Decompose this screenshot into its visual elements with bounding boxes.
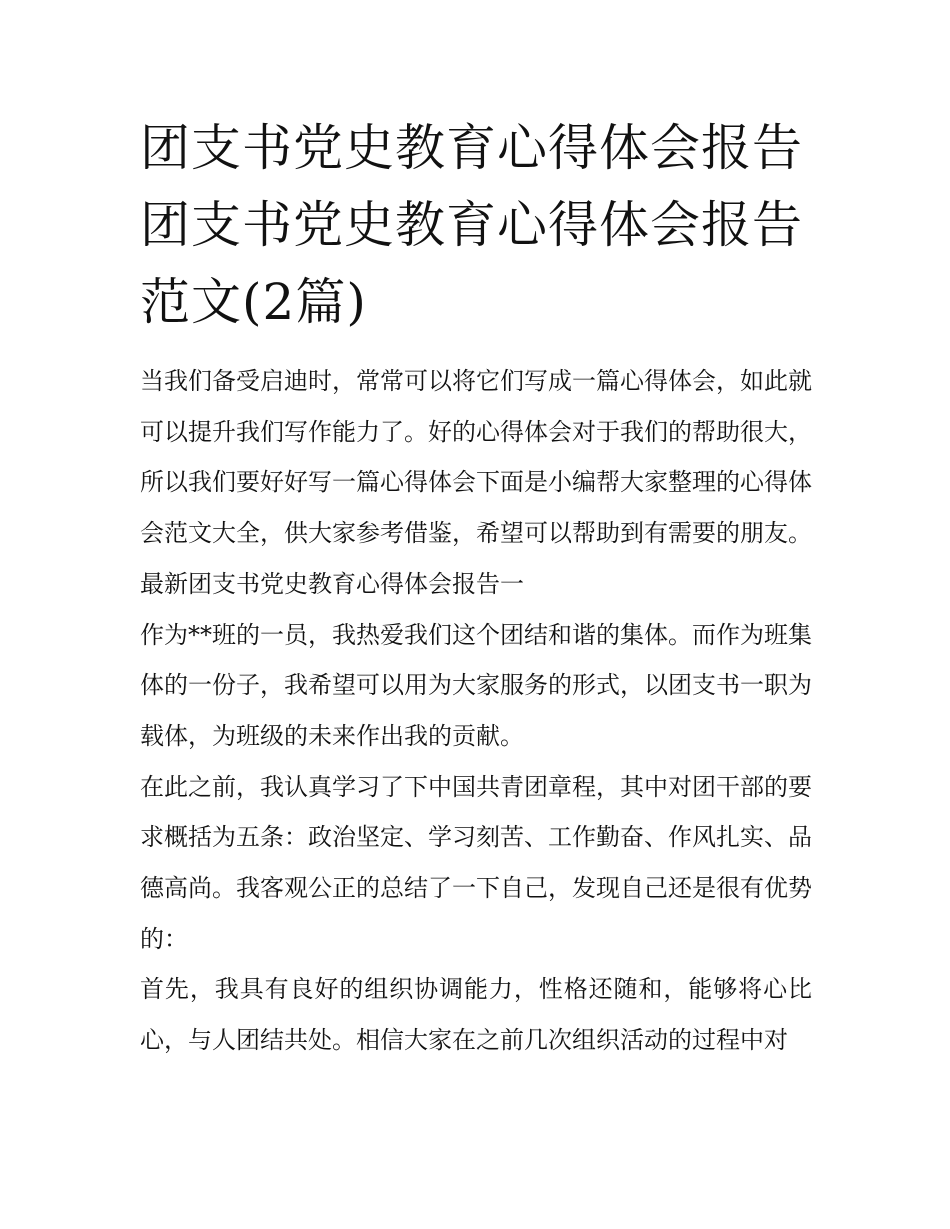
body-paragraph: 在此之前，我认真学习了下中国共青团章程，其中对团干部的要求概括为五条：政治坚定、学习刻苦、工作勤奋、作风扎实、品德高尚。我客观公正的总结了一下自己，发现自己还是很有优势的： <box>140 772 812 953</box>
intro-paragraph: 当我们备受启迪时，常常可以将它们写成一篇心得体会，如此就可以提升我们写作能力了。好的心得体会对于我们的帮助很大，所以我们要好好写一篇心得体会下面是小编帮大家整理的心得体会范文大全，供大家参考借鉴，希望可以帮助到有需要的朋友。 <box>140 367 812 548</box>
document-title <box>140 110 820 341</box>
title-line: 团支书党史教育心得体会报告 <box>140 119 803 177</box>
title-line: 范文(2篇) <box>140 273 367 331</box>
document-body <box>140 356 812 1066</box>
section-heading: 最新团支书党史教育心得体会报告一 <box>140 569 524 598</box>
title-line: 团支书党史教育心得体会报告 <box>140 196 803 254</box>
body-paragraph: 首先，我具有良好的组织协调能力，性格还随和，能够将心比心，与人团结共处。相信大家在之前几次组织活动的过程中对 <box>140 975 812 1055</box>
body-paragraph: 作为**班的一员，我热爱我们这个团结和谐的集体。而作为班集体的一份子，我希望可以用为大家服务的形式，以团支书一职为载体，为班级的未来作出我的贡献。 <box>140 620 812 750</box>
